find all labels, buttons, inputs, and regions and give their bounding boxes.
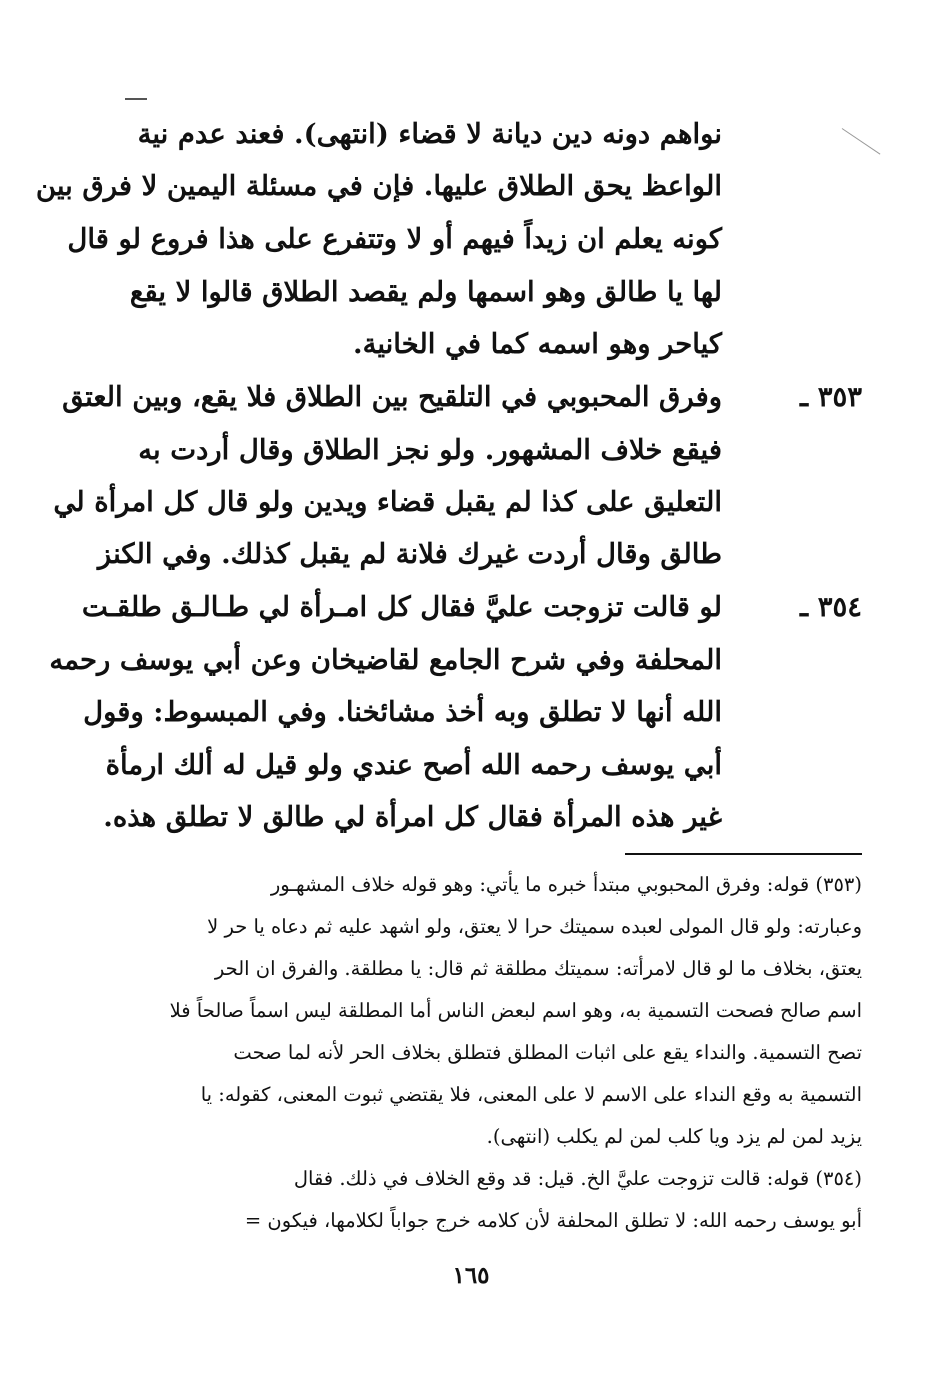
footnote-separator	[625, 853, 862, 855]
footnote-line: وعبارته: ولو قال المولى لعبده سميتك حرا لا يعتق، ولو اشهد عليه ثم دعاه يا حر لا	[207, 915, 862, 938]
footnote-line: (٣٥٤) قوله: قالت تزوجت عليَّ الخ. قيل: قد وقع الخلاف في ذلك. فقال	[293, 1167, 862, 1190]
entry-number: ٣٥٤ ـ	[800, 591, 862, 623]
main-text-line: المحلفة وفي شرح الجامع لقاضيخان وعن أبي يوسف رحمه	[49, 644, 722, 676]
entry-number: ٣٥٣ ـ	[800, 381, 862, 413]
main-text-line: وفرق المحبوبي في التلقيح بين الطلاق فلا يقع، وبين العتق	[62, 381, 722, 413]
footnote-line: اسم صالح فصحت التسمية به، وهو اسم لبعض الناس أما المطلقة ليس اسماً صالحاً فلا	[169, 999, 862, 1022]
main-text-line: لو قالت تزوجت عليَّ فقال كل امـرأة لي طـالـق طلقـت	[81, 591, 722, 623]
scan-mark	[125, 98, 147, 100]
main-text-line: لها يا طالق وهو اسمها ولم يقصد الطلاق قالوا لا يقع	[129, 276, 722, 308]
main-text-line: التعليق على كذا لم يقبل قضاء ويدين ولو قال كل امرأة لي	[53, 486, 722, 518]
main-text-line: طالق وقال أردت غيرك فلانة لم يقبل كذلك. وفي الكنز	[97, 538, 722, 570]
page-number: ١٦٥	[452, 1262, 490, 1289]
main-text-line: فيقع خلاف المشهور. ولو نجز الطلاق وقال أردت به	[138, 434, 722, 466]
footnote-line: (٣٥٣) قوله: وفرق المحبوبي مبتدأ خبره ما يأتي: وهو قوله خلاف المشهـور	[270, 873, 862, 896]
main-text-line: نواهم دونه دين ديانة لا قضاء (انتهى). فعند عدم نية	[137, 118, 722, 150]
main-text-line: كونه يعلم ان زيداً فيهم أو لا وتتفرع على هذا فروع لو قال	[67, 223, 722, 255]
footnote-line: يزيد لمن لم يزد ويا كلب لمن لم يكلب (انتهى).	[486, 1125, 862, 1148]
main-text-line: كياحر وهو اسمه كما في الخانية.	[353, 328, 722, 360]
main-text-line: غير هذه المرأة فقال كل امرأة لي طالق لا تطلق هذه.	[103, 801, 722, 833]
scan-mark-corner	[842, 128, 881, 155]
footnote-line: التسمية به وقع النداء على الاسم لا على المعنى، فلا يقتضي ثبوت المعنى، كقوله: يا	[200, 1083, 862, 1106]
main-text-line: الله أنها لا تطلق وبه أخذ مشائخنا. وفي المبسوط: وقول	[83, 696, 722, 728]
footnote-line: تصح التسمية. والنداء يقع على اثبات المطلق فتطلق بخلاف الحر لأنه لما صحت	[233, 1041, 862, 1064]
main-text-line: الواعظ يحق الطلاق عليها. فإن في مسئلة اليمين لا فرق بين	[35, 170, 722, 202]
footnote-line: يعتق، بخلاف ما لو قال لامرأته: سميتك مطلقة ثم قال: يا مطلقة. والفرق ان الحر	[214, 957, 862, 980]
footnote-line: أبو يوسف رحمه الله: لا تطلق المحلفة لأن كلامه خرج جواباً لكلامها، فيكون =	[244, 1209, 862, 1232]
main-text-line: أبي يوسف رحمه الله أصح عندي ولو قيل له ألك ارمأة	[105, 749, 722, 781]
